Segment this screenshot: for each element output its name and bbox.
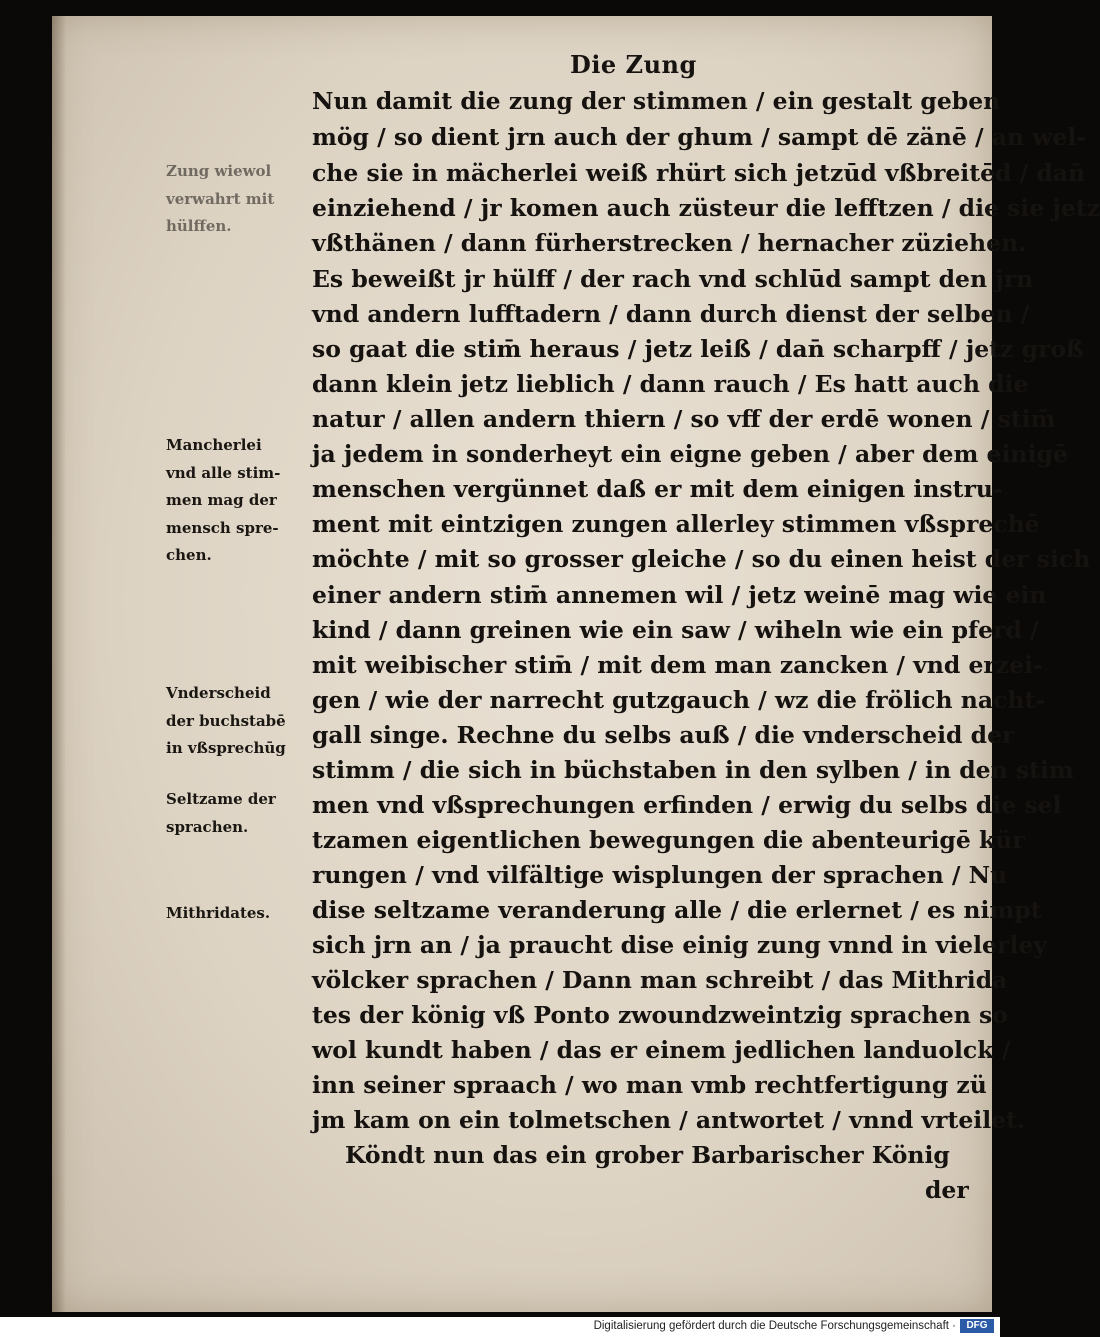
text-line: gen / wie der narrecht gutzgauch / wz die frölich nacht- [312, 686, 1046, 714]
text-line: völcker sprachen / Dann man schreibt / das Mithrida [312, 966, 1008, 994]
margin-note: Vnderscheid der buchstabē in vßsprechūg [166, 684, 286, 757]
margin-note: Mancherlei vnd alle stim- men mag der mensch spre- chen. [166, 436, 281, 564]
margin-note: Seltzame der sprachen. [166, 790, 276, 836]
text-line: gall singe. Rechne du selbs auß / die vnderscheid der [312, 721, 1015, 749]
text-line: inn seiner spraach / wo man vmb rechtfertigung zü [312, 1071, 987, 1099]
text-line: einziehend / jr komen auch züsteur die lefftzen / die sie jetz [312, 194, 1100, 222]
text-line: tzamen eigentlichen bewegungen die abenteurigē kür [312, 826, 1025, 854]
text-line: dise seltzame veranderung alle / die erlernet / es nimpt [312, 896, 1042, 924]
running-header: Die Zung [570, 50, 697, 79]
text-line: möchte / mit so grosser gleiche / so du einen heist der sich [312, 545, 1091, 573]
text-line: dann klein jetz lieblich / dann rauch / Es hatt auch die [312, 370, 1029, 398]
text-line: ment mit eintzigen zungen allerley stimmen vßsprechē [312, 510, 1040, 538]
text-line: einer andern stim̄ annemen wil / jetz weinē mag wie ein [312, 581, 1047, 609]
text-line: jm kam on ein tolmetschen / antwortet / vnnd vrteilet. [312, 1106, 1026, 1134]
text-line: rungen / vnd vilfältige wisplungen der sprachen / Nu [312, 861, 1008, 889]
text-line: stimm / die sich in büchstaben in den sylben / in den stim [312, 756, 1074, 784]
text-line: sich jrn an / ja praucht dise einig zung vnnd in vielerley [312, 931, 1047, 959]
catchword: der [925, 1176, 969, 1204]
text-line: vßthänen / dann fürherstrecken / hernacher züziehen. [312, 229, 1027, 257]
text-line: Es beweißt jr hülff / der rach vnd schlūd sampt den jrn [312, 265, 1034, 293]
digitization-credit: Digitalisierung gefördert durch die Deutsche Forschungsgemeinschaft · [593, 1320, 956, 1332]
text-line: men vnd vßsprechungen erfinden / erwig du selbs die sel [312, 791, 1062, 819]
text-line: mög / so dient jrn auch der ghum / sampt dē zänē / an wel- [312, 123, 1087, 151]
text-line: wol kundt haben / das er einem jedlichen landuolck / [312, 1036, 1011, 1064]
text-line: Köndt nun das ein grober Barbarischer König [345, 1141, 950, 1169]
text-line: tes der könig vß Ponto zwoundzweintzig sprachen so [312, 1001, 1008, 1029]
page-gutter-shadow [52, 16, 66, 1312]
text-line: kind / dann greinen wie ein saw / wiheln wie ein pferd / [312, 616, 1039, 644]
text-line: vnd andern lufftadern / dann durch dienst der selben / [312, 300, 1030, 328]
text-line: menschen vergünnet daß er mit dem einigen instru- [312, 475, 1003, 503]
text-line: Nun damit die zung der stimmen / ein gestalt geben [312, 87, 1001, 115]
text-line: ja jedem in sonderheyt ein eigne geben / aber dem einigē [312, 440, 1068, 468]
text-line: so gaat die stim̄ heraus / jetz leiß / dan̄ scharpff / jetz groß [312, 335, 1084, 363]
text-line: natur / allen andern thiern / so vff der erdē wonen / stim̄ [312, 405, 1056, 433]
dfg-logo: DFG [960, 1319, 994, 1333]
text-line: mit weibischer stim̄ / mit dem man zancken / vnd erzei- [312, 651, 1043, 679]
margin-note: Mithridates. [166, 904, 271, 922]
margin-note: Zung wiewol verwahrt mit hülffen. [166, 162, 275, 235]
text-line: che sie in mächerlei weiß rhürt sich jetzūd vßbreitēd / dan̄ [312, 159, 1086, 187]
